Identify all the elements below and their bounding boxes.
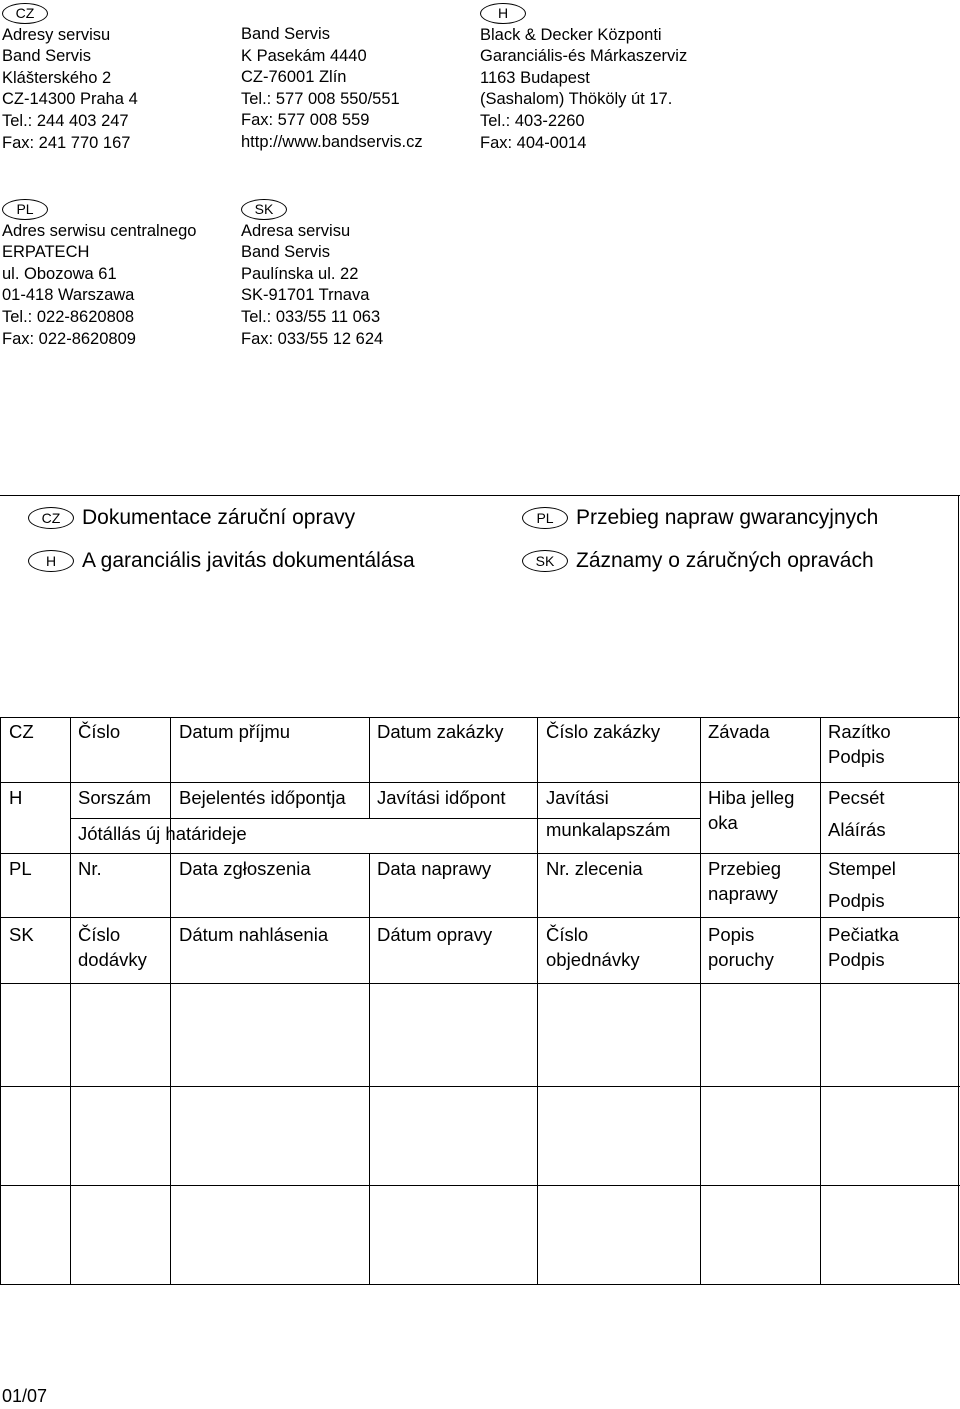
row-divider — [0, 983, 960, 984]
address-hu — [480, 3, 687, 154]
title-sk — [522, 548, 874, 573]
country-badge-cz: CZ — [2, 3, 48, 24]
cz-date-received-header: Datum příjmu — [179, 721, 291, 742]
sk-fault-description-header-2: poruchy — [708, 949, 774, 970]
address-line: Fax: 404-0014 — [480, 133, 587, 152]
cz-order-number-header: Číslo zakázky — [546, 721, 661, 742]
address-line: Adresa servisu — [241, 221, 351, 240]
address-line: Fax: 033/55 12 624 — [241, 329, 384, 348]
box-top-border — [0, 495, 960, 496]
address-line: Band Servis — [241, 243, 330, 262]
address-line: Adres serwisu centralnego — [2, 221, 197, 240]
address-line: Klášterského 2 — [2, 68, 112, 87]
row-divider — [0, 1284, 960, 1285]
h-worksheet-header: Javítási — [546, 787, 609, 808]
address-line: Adresy servisu — [2, 25, 111, 44]
address-line: Band Servis — [241, 25, 330, 43]
entry-row[interactable] — [2, 1088, 957, 1184]
address-line: Fax: 241 770 167 — [2, 133, 131, 152]
title-text-h: A garanciális javitás dokumentálása — [82, 549, 415, 572]
cz-stamp-header: Razítko — [828, 721, 891, 742]
address-line: Tel.: 577 008 550/551 — [241, 89, 400, 108]
row-divider — [0, 1185, 960, 1186]
address-line: Band Servis — [2, 47, 91, 66]
column-divider — [369, 717, 370, 818]
sk-delivery-number-header: Číslo — [78, 924, 121, 945]
cz-number-header: Číslo — [78, 721, 121, 742]
pl-signature-header: Podpis — [828, 890, 885, 911]
address-line: Black & Decker Központi — [480, 25, 662, 44]
h-worksheet-header-2: munkalapszám — [546, 819, 671, 840]
h-warranty-deadline-header: Jótállás új határideje — [78, 823, 247, 844]
address-line: Fax: 577 008 559 — [241, 111, 370, 130]
sk-signature-header: Podpis — [828, 949, 885, 970]
address-line: ERPATECH — [2, 243, 90, 262]
address-line: Fax: 022-8620809 — [2, 329, 136, 348]
h-signature-header: Aláírás — [828, 819, 886, 840]
box-right-border — [958, 495, 959, 983]
cz-defect-header: Závada — [708, 721, 770, 742]
address-line: (Sashalom) Thököly út 17. — [480, 90, 673, 109]
address-cz-praha — [2, 3, 138, 154]
title-text-pl: Przebieg napraw gwarancyjnych — [576, 506, 879, 529]
address-line: Tel.: 403-2260 — [480, 111, 585, 130]
h-repair-date-header: Javítási időpont — [377, 787, 506, 808]
row-lang-sk: SK — [9, 924, 34, 945]
address-pl — [2, 199, 196, 350]
country-badge-h: H — [480, 3, 526, 24]
sk-order-number-header-2: objednávky — [546, 949, 640, 970]
pl-number-header: Nr. — [78, 858, 102, 879]
sk-delivery-number-header-2: dodávky — [78, 949, 147, 970]
title-badge-sk: SK — [522, 550, 568, 572]
address-line: Tel.: 244 403 247 — [2, 111, 129, 130]
row-divider — [0, 853, 960, 854]
address-line: Tel.: 022-8620808 — [2, 307, 135, 326]
address-cz-zlin — [241, 24, 423, 154]
address-line: K Pasekám 4440 — [241, 46, 367, 65]
address-line: Garanciális-és Márkaszerviz — [480, 47, 688, 66]
sk-fault-description-header: Popis — [708, 924, 755, 945]
h-fault-header: Hiba jelleg — [708, 787, 795, 808]
country-badge-pl: PL — [2, 199, 48, 220]
address-line: ul. Obozowa 61 — [2, 264, 117, 283]
address-line: SK-91701 Trnava — [241, 286, 370, 305]
row-divider — [0, 1086, 960, 1087]
cz-signature-header: Podpis — [828, 746, 885, 767]
address-line: 01-418 Warszawa — [2, 286, 135, 305]
title-h — [28, 548, 415, 573]
row-lang-cz: CZ — [9, 721, 34, 742]
h-number-header: Sorszám — [78, 787, 151, 808]
pl-repair-course-header: Przebieg — [708, 858, 782, 879]
title-pl — [522, 505, 878, 530]
address-line: Tel.: 033/55 11 063 — [241, 307, 381, 326]
title-badge-h: H — [28, 550, 74, 572]
cz-order-date-header: Datum zakázky — [377, 721, 504, 742]
h-stamp-header: Pecsét — [828, 787, 885, 808]
sk-report-date-header: Dátum nahlásenia — [179, 924, 329, 945]
title-text-cz: Dokumentace záruční opravy — [82, 506, 356, 529]
address-line: CZ-76001 Zlín — [241, 68, 347, 87]
pl-stamp-header: Stempel — [828, 858, 896, 879]
row-lang-pl: PL — [9, 858, 32, 879]
document-code: 01/07 — [2, 1386, 48, 1406]
pl-order-number-header: Nr. zlecenia — [546, 858, 643, 879]
table-top-line — [0, 717, 960, 718]
entry-row[interactable] — [2, 985, 957, 1085]
title-badge-pl: PL — [522, 507, 568, 529]
box-right-border-lower — [958, 983, 959, 1285]
entry-row[interactable] — [2, 1187, 957, 1283]
title-cz — [28, 505, 355, 530]
website-link[interactable]: http://www.bandservis.cz — [241, 132, 423, 151]
pl-repair-date-header: Data naprawy — [377, 858, 492, 879]
row-divider — [0, 917, 960, 918]
pl-repair-course-header-2: naprawy — [708, 883, 778, 904]
pl-report-date-header: Data zgłoszenia — [179, 858, 311, 879]
h-fault-header-2: oka — [708, 812, 738, 833]
address-line: Paulínska ul. 22 — [241, 264, 359, 283]
title-badge-cz: CZ — [28, 507, 74, 529]
address-line: 1163 Budapest — [480, 68, 590, 87]
row-lang-h: H — [9, 787, 23, 808]
h-report-date-header: Bejelentés időpontja — [179, 787, 346, 808]
sk-order-number-header: Číslo — [546, 924, 589, 945]
sk-repair-date-header: Dátum opravy — [377, 924, 493, 945]
address-line: CZ-14300 Praha 4 — [2, 90, 138, 109]
address-sk — [241, 199, 383, 350]
sk-stamp-header: Pečiatka — [828, 924, 899, 945]
country-badge-sk: SK — [241, 199, 287, 220]
column-divider — [0, 717, 1, 1285]
title-text-sk: Záznamy o záručných opravách — [576, 549, 874, 572]
row-divider — [0, 782, 960, 783]
